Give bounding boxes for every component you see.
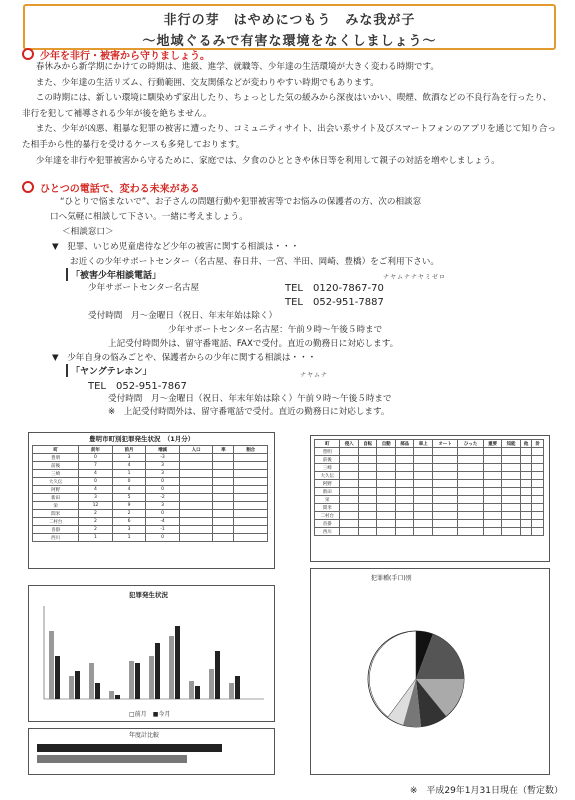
section1-heading-text: 少年を非行・被害から守りましょう。: [40, 51, 210, 62]
consult-item-1b: お近くの少年サポートセンター（名古屋、春日井、一宮、半田、岡崎、豊橋）をご利用下さい。: [70, 257, 439, 267]
title-line-1: 非行の芽 はやめにつもう みな我が子: [163, 13, 416, 28]
reception-hours: 受付時間 月～金曜日（祝日、年末年始は除く）: [88, 311, 278, 321]
consult-item-2-text: 少年自身の悩みごとや、保護者からの少年に関する相談は・・・: [67, 353, 317, 363]
phone-ruby: ナヤムナ: [300, 372, 328, 379]
crime-type-table: 町 侵入 自転 自動 部品 車上 オート ひった 重要 知能 他 計 豊明 前後 三崎 大久伝 阿野 新田 栄 間米 二村台 沓掛 西川: [314, 439, 544, 536]
reception-hours: 少年サポートセンター名古屋：午前９時～午後５時まで: [168, 325, 383, 335]
crime-chart-title: 犯罪発生状況: [129, 591, 168, 599]
section1-para: また、少年達の生活リズム、行動範囲、交友関係などが変わりやすい時期でもあります。: [35, 77, 379, 88]
consult-item-1-text: 犯罪、いじめ児童虐待など少年の被害に関する相談は・・・: [67, 242, 300, 252]
section1-para: この時期には、新しい環境に馴染めず家出したり、ちょっとした気の緩みから深夜はいかい、喫煙、飲酒などの不良行為を行ったり、非行を犯して補導される少年が後を絶ちません。: [22, 93, 552, 119]
support-center-name: 少年サポートセンター名古屋: [88, 283, 200, 293]
consult-item-1: ▼ 犯罪、いじめ児童虐待など少年の被害に関する相談は・・・: [52, 242, 300, 252]
title-line-2: ～地域ぐるみで有害な環境をなくしましょう～: [142, 34, 437, 49]
title-banner: [23, 4, 556, 50]
crime-type-table-panel: [310, 435, 550, 562]
section1-para: 少年達を非行や犯罪被害から守るために、家庭では、夕食のひとときや休日等を利用して親子の対話を増やしましょう。: [35, 155, 500, 166]
section2-intro: 口へ気軽に相談して下さい。一緒に考えましょう。: [50, 212, 248, 222]
consult-item-2: ▼ 少年自身の悩みごとや、保護者からの少年に関する相談は・・・: [52, 353, 317, 363]
section1-para: 春休みから新学期にかけての時期は、進級、進学、就職等、少年達の生活環境が大きく変わる時期です。: [35, 62, 439, 72]
crime-pie-panel: [310, 568, 550, 775]
legend-current: 今月: [158, 711, 171, 718]
section1-para: また、少年が凶悪、粗暴な犯罪の被害に遭ったり、コミュニティサイト、出会い系サイト及びスマートフォンのアプリを通じて知り合った相手から性的暴行を受けるケースも多発しております。: [22, 124, 556, 150]
section2-heading-text: ひとつの電話で、変わる未来がある: [40, 184, 200, 195]
year-comparison-title: 年度計比較: [129, 732, 160, 739]
consult-window-label: ＜相談窓口＞: [62, 227, 114, 237]
year-comparison-panel: [28, 728, 275, 775]
section1-body: [22, 60, 557, 169]
pie-chart-title: 犯罪種(手口)別: [371, 575, 412, 582]
legend-prev: 前月: [134, 711, 147, 718]
section2-intro: “ひとりで悩まないで”、お子さんの問題行動や犯罪被害等でお悩みの保護者の方、次の相談窓: [60, 197, 422, 207]
year-comparison-chart: [29, 738, 274, 773]
phone-ruby: ナヤムナナヤミゼロ: [383, 274, 446, 281]
section2-heading: [22, 180, 200, 195]
crime-bar-chart: [29, 601, 274, 721]
crime-chart-panel: [28, 585, 275, 722]
circle-bullet-icon: [22, 48, 34, 60]
victim-hotline-label: 「被害少年相談電話」: [66, 268, 161, 281]
young-telephone-label: 「ヤングテレホン」: [66, 364, 152, 377]
crime-pie-chart: [311, 579, 549, 774]
crime-table-panel: [28, 432, 275, 569]
circle-bullet-icon: [22, 181, 34, 193]
phone-number[interactable]: TEL 052-951-7867: [88, 381, 187, 392]
chart-legend: □前月 ■今月: [129, 711, 171, 718]
reception-hours: 受付時間 月～金曜日（祝日、年末年始は除く）午前９時～午後５時まで: [108, 394, 392, 404]
phone-number[interactable]: TEL 0120-7867-70: [285, 283, 384, 294]
crime-table-title: 豊明市町別犯罪発生状況 （1月分）: [89, 435, 195, 443]
statistics-area: [0, 420, 575, 800]
after-hours-note: 上記受付時間外は、留守番電話、FAXで受付。直近の勤務日に対応します。: [108, 339, 399, 349]
crime-table: 町 前年 前月 増減 人口 率 割合 豊明 0 3 -3 前後 7 4 3 三崎 4 1 3 大久伝 0 0 0 阿野 4 4 0 新田 3 5 -2 栄 12 9 3 間米 2 2 0 二村台 2 6 -4 沓掛 2 3 -1 西川 1 1 0: [32, 445, 268, 542]
phone-number[interactable]: TEL 052-951-7887: [285, 297, 384, 308]
as-of-date-note: ※ 平成29年1月31日現在（暫定数）: [409, 786, 563, 796]
after-hours-note: ※ 上記受付時間外は、留守番電話で受付。直近の勤務日に対応します。: [108, 407, 390, 417]
